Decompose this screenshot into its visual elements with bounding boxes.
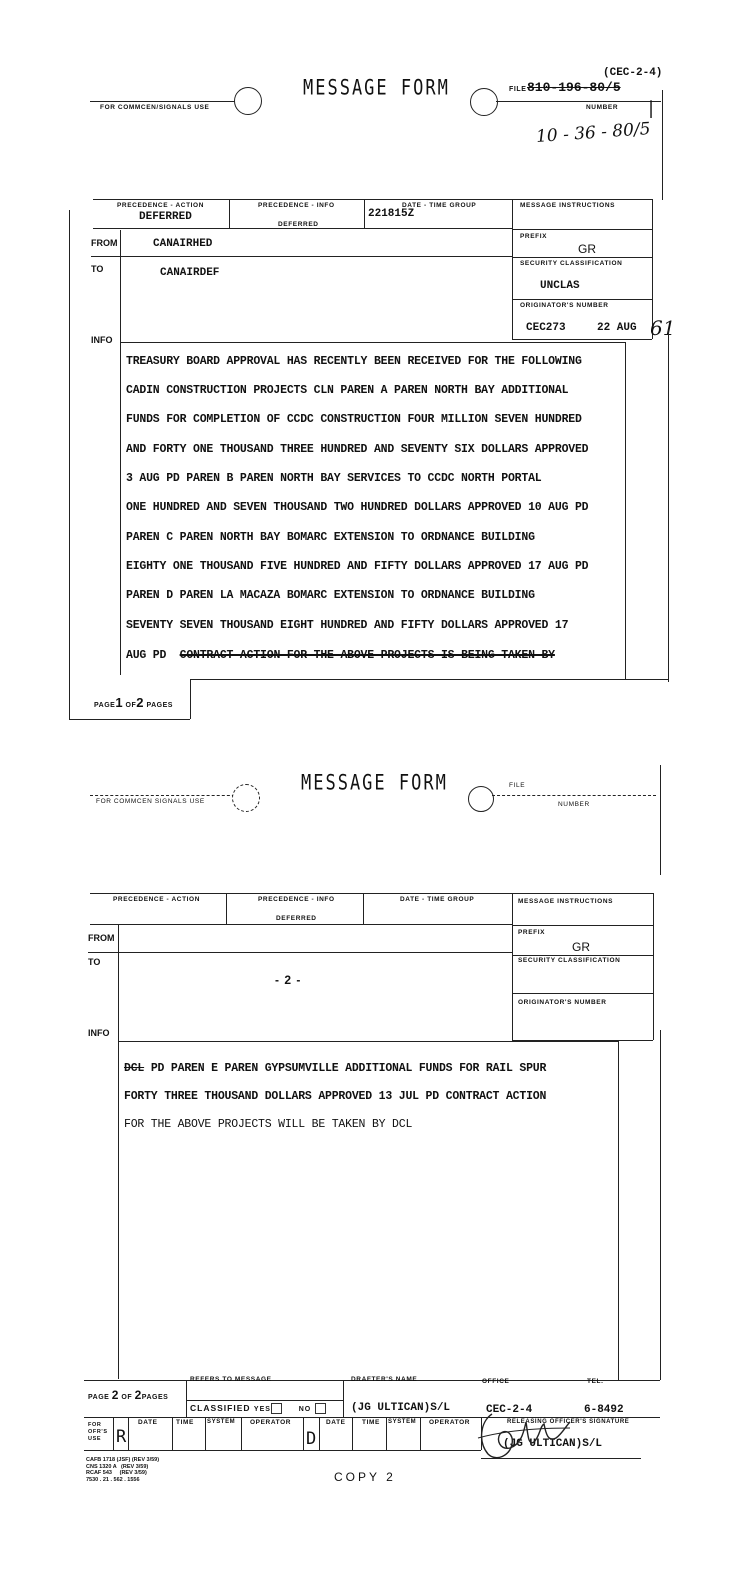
- punch-hole-left: [234, 87, 262, 115]
- originator-date: 22 AUG: [597, 322, 637, 334]
- from-label: FROM: [91, 238, 118, 248]
- drafter-name: (JG ULTICAN)S/L: [351, 1402, 451, 1414]
- file-number: 810-196-80/5: [527, 80, 621, 95]
- page-indicator: PAGE1 OF2 PAGES: [94, 695, 173, 710]
- punch-hole-right: [470, 88, 498, 116]
- time-label-2: TIME: [362, 1419, 380, 1426]
- classified-yes-checkbox[interactable]: [271, 1403, 282, 1414]
- precedence-info-label: PRECEDENCE - INFO: [258, 202, 335, 209]
- body-line: CADIN CONSTRUCTION PROJECTS CLN PAREN A PAREN NORTH BAY ADDITIONAL: [126, 384, 569, 397]
- number-label: NUMBER: [586, 104, 619, 111]
- tel-value: 6-8492: [584, 1404, 624, 1416]
- originator-label: ORIGINATOR'S NUMBER: [518, 999, 607, 1006]
- message-instructions-label: MESSAGE INSTRUCTIONS: [520, 202, 616, 209]
- struck-text: DCL: [124, 1062, 145, 1075]
- page-indicator: PAGE 2 OF 2PAGES: [88, 1388, 169, 1402]
- date-label-2: DATE: [326, 1419, 346, 1426]
- info-label: INFO: [91, 335, 113, 345]
- file-annotation: (CEC-2-4): [603, 67, 663, 79]
- office-value: CEC-2-4: [486, 1404, 533, 1416]
- body-line: PAREN D PAREN LA MACAZA BOMARC EXTENSION TO ORDNANCE BUILDING: [126, 589, 535, 602]
- from-label: FROM: [88, 933, 115, 943]
- punch-hole-right: [468, 786, 494, 812]
- classified-field: CLASSIFIED YES NO: [190, 1403, 326, 1414]
- from-value: CANAIRHED: [153, 238, 213, 250]
- body-line-start: AUG PD: [126, 649, 167, 662]
- tel-label: TEL.: [587, 1378, 604, 1385]
- precedence-action: DEFERRED: [139, 211, 192, 223]
- dtg: 221815Z: [368, 208, 415, 220]
- body-line-first: DCL PD PAREN E PAREN GYPSUMVILLE ADDITIONAL FUNDS FOR RAIL SPUR: [124, 1062, 547, 1075]
- body-line: FORTY THREE THOUSAND DOLLARS APPROVED 13 JUL PD CONTRACT ACTION: [124, 1090, 547, 1103]
- operator-label: OPERATOR: [250, 1419, 292, 1426]
- originator-number: CEC273: [526, 322, 566, 334]
- drafter-label: DRAFTER'S NAME: [351, 1376, 418, 1383]
- prefix-label: PREFIX: [518, 929, 546, 936]
- originator-label: ORIGINATOR'S NUMBER: [520, 302, 609, 309]
- form-title: MESSAGE FORM: [303, 75, 450, 101]
- file-label: FILE: [509, 782, 526, 789]
- body-line: 3 AUG PD PAREN B PAREN NORTH BAY SERVICES TO CCDC NORTH PORTAL: [126, 472, 542, 485]
- system-label-2: SYSTEM: [388, 1419, 417, 1425]
- precedence-info-label: PRECEDENCE - INFO: [258, 896, 335, 903]
- classified-no-checkbox[interactable]: [315, 1403, 326, 1414]
- body-line: SEVENTY SEVEN THOUSAND EIGHT HUNDRED AND FIFTY DOLLARS APPROVED 17: [126, 619, 569, 632]
- body-line: FOR THE ABOVE PROJECTS WILL BE TAKEN BY DCL: [124, 1118, 413, 1131]
- security: UNCLAS: [540, 280, 580, 292]
- copy-label: COPY 2: [334, 1470, 396, 1484]
- to-label: TO: [91, 264, 104, 274]
- precedence-action-label: PRECEDENCE - ACTION: [113, 896, 200, 903]
- info-label: INFO: [88, 1028, 110, 1038]
- handwritten-file-number: 10 - 36 - 80/5: [535, 119, 652, 147]
- refers-label: REFERS TO MESSAGE: [190, 1376, 272, 1383]
- form-codes: CAFB 1718 (JSF) (REV 3/59) CNS 1320 A (REV 3/59) RCAF 543 (REV 3/59) 7530 . 21 . 562 . 1556: [86, 1457, 160, 1483]
- office-label: OFFICE: [482, 1378, 510, 1385]
- body-line: PAREN C PAREN NORTH BAY BOMARC EXTENSION TO ORDNANCE BUILDING: [126, 531, 535, 544]
- security-label: SECURITY CLASSIFICATION: [520, 260, 623, 267]
- operator-label-2: OPERATOR: [429, 1419, 471, 1426]
- time-label: TIME: [176, 1419, 194, 1426]
- body-line-last: [126, 649, 555, 662]
- number-label: NUMBER: [558, 801, 590, 808]
- page-marker: - 2 -: [275, 973, 302, 987]
- body-line: FUNDS FOR COMPLETION OF CCDC CONSTRUCTION FOUR MILLION SEVEN HUNDRED: [126, 413, 582, 426]
- precedence-action-label: PRECEDENCE - ACTION: [117, 202, 204, 209]
- struck-text: CONTRACT ACTION FOR THE ABOVE PROJECTS IS BEING TAKEN BY: [179, 649, 555, 662]
- message-instructions-label: MESSAGE INSTRUCTIONS: [518, 898, 614, 905]
- security-label: SECURITY CLASSIFICATION: [518, 957, 621, 964]
- punch-hole-left: [232, 784, 260, 812]
- precedence-info: DEFERRED: [276, 915, 317, 922]
- body-line: AND FORTY ONE THOUSAND THREE HUNDRED AND SEVENTY SIX DOLLARS APPROVED: [126, 443, 589, 456]
- body-line: EIGHTY ONE THOUSAND FIVE HUNDRED AND FIFTY DOLLARS APPROVED 17 AUG PD: [126, 560, 589, 573]
- prefix: GR: [578, 242, 596, 256]
- to-value: CANAIRDEF: [160, 267, 220, 279]
- form-title: MESSAGE FORM: [301, 770, 448, 796]
- handwritten-tick: |: [648, 98, 655, 119]
- precedence-info: DEFERRED: [278, 221, 319, 228]
- handwritten-signature: [470, 1408, 580, 1464]
- dtg-label: DATE - TIME GROUP: [400, 896, 475, 903]
- commcen-use-label: FOR COMMCEN SIGNALS USE: [96, 798, 205, 805]
- releasing-name: (JG ULTICAN)S/L: [503, 1438, 603, 1450]
- date-label: DATE: [138, 1419, 158, 1426]
- commcen-use-label: FOR COMMCEN/SIGNALS USE: [100, 104, 210, 111]
- for-ofr-use-label: FOR OFR'S USE: [88, 1422, 108, 1442]
- prefix-label: PREFIX: [520, 233, 548, 240]
- dtg-label: DATE - TIME GROUP: [402, 202, 477, 209]
- releasing-label: RELEASING OFFICER'S SIGNATURE: [507, 1419, 630, 1425]
- body-line: ONE HUNDRED AND SEVEN THOUSAND TWO HUNDRED DOLLARS APPROVED 10 AUG PD: [126, 501, 589, 514]
- handwritten-year: 61: [650, 316, 676, 340]
- r-mark: R: [116, 1427, 127, 1447]
- system-label: SYSTEM: [207, 1419, 236, 1425]
- body-line: TREASURY BOARD APPROVAL HAS RECENTLY BEEN RECEIVED FOR THE FOLLOWING: [126, 355, 582, 368]
- file-label: FILE: [509, 86, 527, 93]
- prefix: GR: [572, 940, 590, 954]
- to-label: TO: [88, 957, 101, 967]
- d-mark: D: [306, 1429, 317, 1449]
